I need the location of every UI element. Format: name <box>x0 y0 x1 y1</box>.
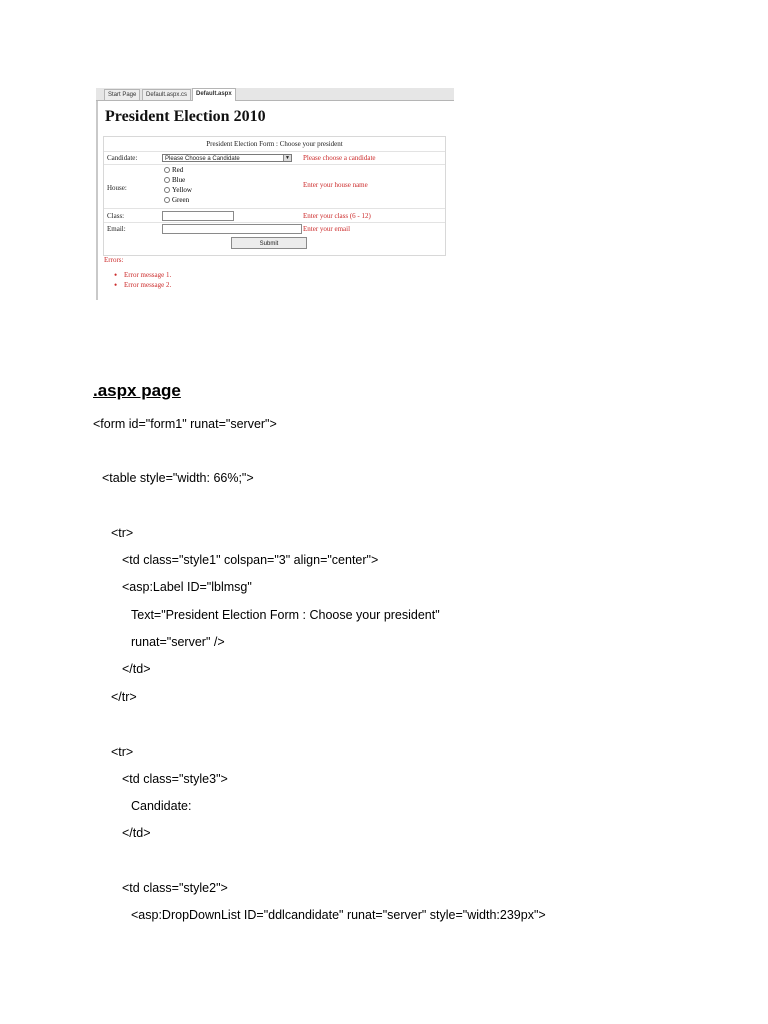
code-line: <table style="width: 66%;"> <box>102 471 254 485</box>
code-line: <td class="style2"> <box>122 881 228 895</box>
screenshot-border <box>96 98 98 300</box>
candidate-label: Candidate: <box>107 154 138 162</box>
code-line: <asp:Label ID="lblmsg" <box>122 580 252 594</box>
editor-tab-bar <box>96 88 454 101</box>
house-label: House: <box>107 184 127 192</box>
class-validation: Enter your class (6 - 12) <box>303 212 371 220</box>
email-label: Email: <box>107 225 126 233</box>
code-line: <td class="style1" colspan="3" align="center"> <box>122 553 379 567</box>
chevron-down-icon[interactable]: ▼ <box>283 155 291 161</box>
candidate-validation: Please choose a candidate <box>303 154 376 162</box>
section-heading: .aspx page <box>93 381 181 400</box>
email-validation: Enter your email <box>303 225 351 233</box>
candidate-select[interactable] <box>162 154 292 162</box>
errors-title: Errors: <box>104 256 124 264</box>
house-option-yellow[interactable] <box>164 186 192 194</box>
row-divider <box>104 164 445 165</box>
radio-icon[interactable] <box>164 187 170 193</box>
code-line: </td> <box>122 662 151 676</box>
email-input[interactable] <box>162 224 302 234</box>
submit-button[interactable]: Submit <box>231 237 307 249</box>
house-option-label: Blue <box>172 176 186 184</box>
code-line: <asp:DropDownList ID="ddlcandidate" runat="server" style="width:239px"> <box>131 908 546 922</box>
code-line: </td> <box>122 826 151 840</box>
class-input[interactable] <box>162 211 234 221</box>
election-form <box>103 136 446 256</box>
house-option-green[interactable] <box>164 196 189 204</box>
code-line: Candidate: <box>131 799 192 813</box>
error-list <box>114 271 171 291</box>
form-header: President Election Form : Choose your president <box>206 140 343 148</box>
house-option-red[interactable] <box>164 166 183 174</box>
house-option-label: Red <box>172 166 184 174</box>
code-line: <tr> <box>111 526 134 540</box>
code-line: Text="President Election Form : Choose your president" <box>131 608 440 622</box>
house-option-label: Green <box>172 196 190 204</box>
radio-icon[interactable] <box>164 177 170 183</box>
class-label: Class: <box>107 212 125 220</box>
code-line: </tr> <box>111 690 137 704</box>
error-item: • Error message 1. <box>114 271 171 281</box>
form-screenshot <box>96 88 454 300</box>
row-divider <box>104 208 445 209</box>
house-option-blue[interactable] <box>164 176 185 184</box>
radio-icon[interactable] <box>164 167 170 173</box>
code-line: <form id="form1" runat="server"> <box>93 417 277 431</box>
code-line: <td class="style3"> <box>122 772 228 786</box>
candidate-select-value: Please Choose a Candidate <box>165 156 240 162</box>
tab-default-aspx-cs[interactable]: Default.aspx.cs <box>142 89 191 100</box>
row-divider <box>104 151 445 152</box>
page-title: President Election 2010 <box>105 108 266 125</box>
house-option-label: Yellow <box>172 186 192 194</box>
code-line: runat="server" /> <box>131 635 225 649</box>
tab-start-page[interactable]: Start Page <box>104 89 140 100</box>
code-line: <tr> <box>111 745 134 759</box>
row-divider <box>104 222 445 223</box>
tab-default-aspx[interactable]: Default.aspx <box>192 88 236 101</box>
radio-icon[interactable] <box>164 197 170 203</box>
house-validation: Enter your house name <box>303 181 368 189</box>
error-item: • Error message 2. <box>114 281 171 291</box>
